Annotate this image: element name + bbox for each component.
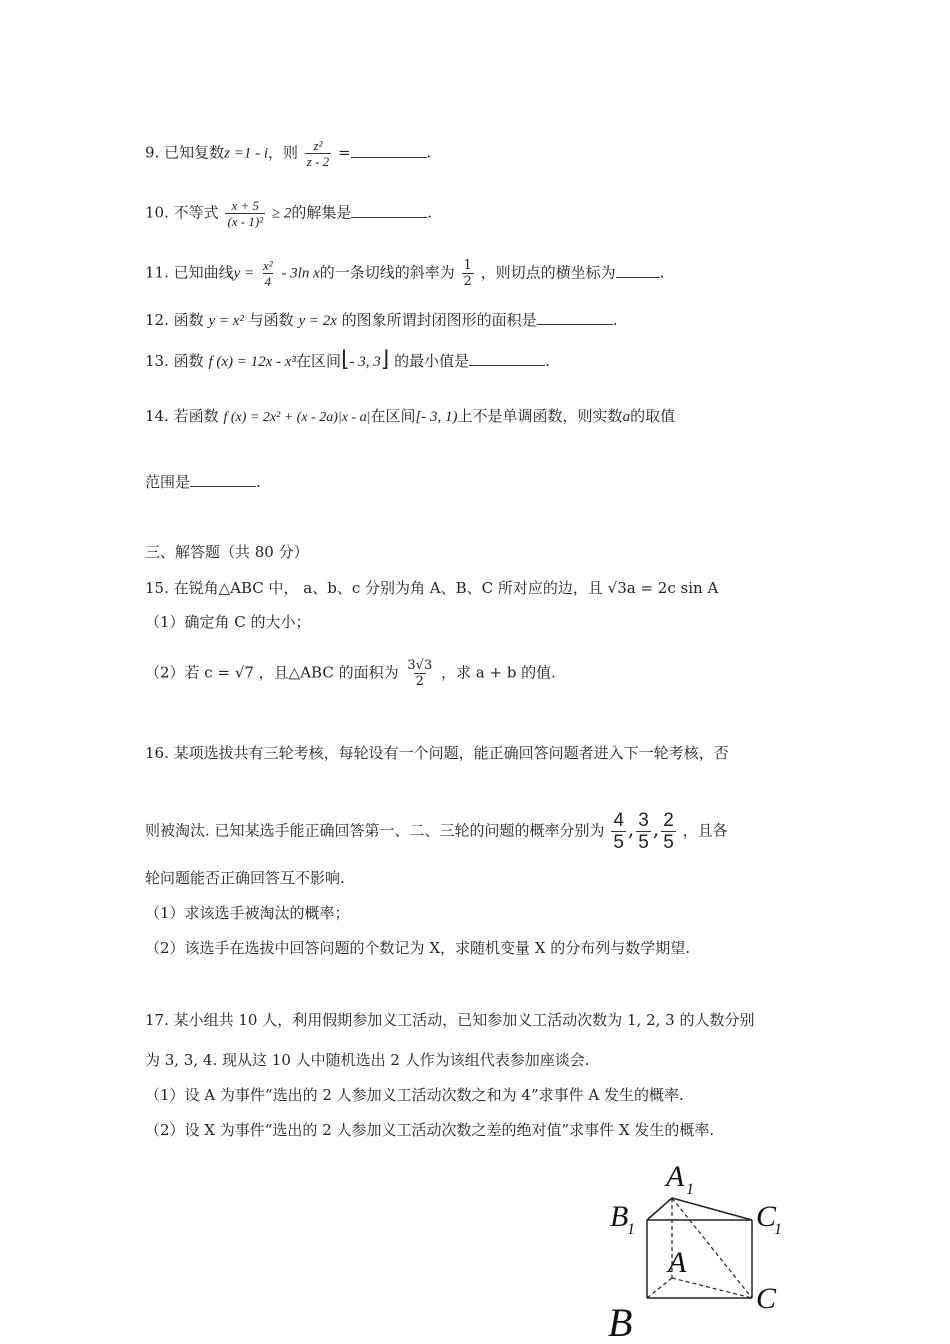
question-17-part-1: （1）设 A 为事件“选出的 2 人参加义工活动次数之和为 4”求事件 A 发生的概率. bbox=[145, 1086, 684, 1104]
section-heading: 三、解答题（共 80 分） bbox=[145, 543, 309, 561]
question-17-line-2: 为 3, 3, 4. 现从这 10 人中随机选出 2 人作为该组代表参加座谈会. bbox=[145, 1051, 590, 1069]
answer-blank bbox=[537, 310, 613, 325]
label-b: B bbox=[608, 1300, 633, 1340]
edge-b1-a1 bbox=[647, 1198, 672, 1220]
question-9: 9. 已知复数z =1 - i，则 $\frac{\text{z²}}{z - 2}$ = . bbox=[145, 138, 432, 169]
answer-blank bbox=[469, 351, 545, 366]
slope-fraction: $\frac{1}{2}$ bbox=[463, 258, 472, 289]
edge-a-b bbox=[647, 1278, 672, 1298]
question-17-part-2: （2）设 X 为事件“选出的 2 人参加义工活动次数之差的绝对值”求事件 X 发生的概率. bbox=[145, 1121, 715, 1139]
prism-diagram bbox=[600, 1150, 800, 1340]
question-12: 12. 函数 y = x² 与函数 y = 2x 的图象所谓封闭图形的面积是 . bbox=[145, 311, 618, 329]
question-16-line-2: 则被淘汰. 已知某选手能正确回答第一、二、三轮的问题的概率分别为 $\frac{4}{5}$ , $\frac{3}{5}$ , $\frac{2}{5}$ ，且各 bbox=[145, 810, 728, 853]
fraction: $\frac{\text{x²}}{4}$ bbox=[262, 258, 273, 289]
edge-a-c bbox=[672, 1278, 752, 1298]
question-16-part-1: （1）求该选手被淘汰的概率； bbox=[145, 904, 350, 922]
label-b1-sub: 1 bbox=[627, 1221, 635, 1238]
label-a1: A bbox=[666, 1160, 685, 1193]
probability-2: $\frac{3}{5}$ bbox=[638, 810, 649, 853]
probability-1: $\frac{4}{5}$ bbox=[613, 810, 624, 853]
answer-blank bbox=[351, 143, 427, 158]
question-11: 11. 已知曲线y = $\frac{\text{x²}}{4}$ - 3ln x的一条切线的斜率为 $\frac{1}{2}$ ，则切点的横坐标为 . bbox=[145, 258, 665, 289]
question-14-cont: 范围是 . bbox=[145, 473, 261, 491]
label-c: C bbox=[756, 1282, 777, 1315]
question-15: 15. 在锐角△ABC 中， a、b、c 分别为角 A、B、C 所对应的边，且 √3a = 2c sin A bbox=[145, 579, 719, 597]
question-17: 17. 某小组共 10 人，利用假期参加义工活动，已知参加义工活动次数为 1, 2, 3 的人数分别 bbox=[145, 1011, 755, 1029]
label-a1-sub: 1 bbox=[686, 1181, 694, 1198]
area-fraction: $\frac{3√3}{2}$ bbox=[407, 658, 433, 689]
question-15-part-2: （2）若 c = √7 ，且△ABC 的面积为 $\frac{3√3}{2}$ ，求 a + b 的值. bbox=[145, 658, 556, 689]
label-c1-sub: 1 bbox=[774, 1221, 782, 1238]
fraction: $\frac{\text{z²}}{z - 2}$ bbox=[306, 138, 330, 169]
question-15-part-1: （1）确定角 C 的大小； bbox=[145, 613, 311, 631]
answer-blank bbox=[351, 203, 427, 218]
probability-3: $\frac{2}{5}$ bbox=[663, 810, 674, 853]
label-b1: B bbox=[610, 1200, 629, 1233]
answer-blank bbox=[616, 263, 660, 278]
label-c1: C bbox=[756, 1200, 777, 1233]
fraction: $\frac{x + 5}{\text{(x - 1)²}}$ bbox=[227, 198, 264, 229]
label-a: A bbox=[668, 1246, 687, 1279]
question-14: 14. 若函数 f (x) = 2x² + (x - 2a)|x - a|在区间[- 3, 1)上不是单调函数，则实数a的取值 bbox=[145, 407, 676, 425]
question-16-line-3: 轮问题能否正确回答互不影响. bbox=[145, 869, 345, 887]
complex-expr: z =1 - i bbox=[224, 145, 268, 162]
question-16: 16. 某项选拔共有三轮考核，每轮设有一个问题，能正确回答问题者进入下一轮考核，否 bbox=[145, 744, 729, 762]
question-13: 13. 函数 f (x) = 12x - x³在区间⌊- 3, 3⌋ 的最小值是 . bbox=[145, 347, 550, 372]
question-16-part-2: （2）该选手在选拔中回答问题的个数记为 X，求随机变量 X 的分布列与数学期望. bbox=[145, 939, 690, 957]
question-10: 10. 不等式 $\frac{x + 5}{\text{(x - 1)²}}$ ≥ 2的解集是 . bbox=[145, 198, 433, 229]
answer-blank bbox=[190, 472, 256, 487]
edge-a1-c1 bbox=[672, 1198, 752, 1220]
